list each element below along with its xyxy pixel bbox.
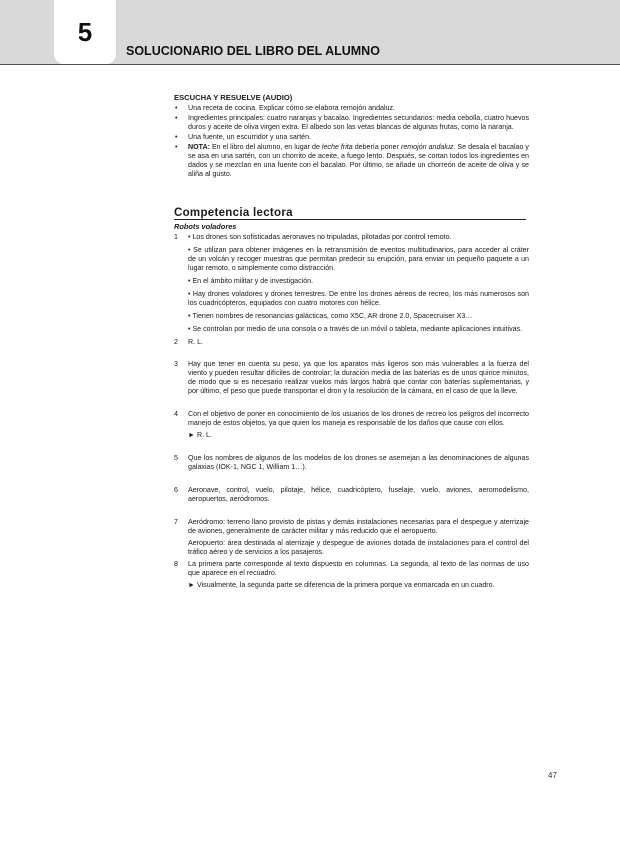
answer-text: • Hay drones voladores y drones terrestres. De entre los drones aéreos de recreo, los más numerosos son los cuadricópteros, equipados con cuatro motores con hélice. — [188, 290, 529, 307]
answer-number: 4 — [174, 410, 178, 418]
answer-text: Con el objetivo de poner en conocimiento de los usuarios de los drones de recreo los peligros del incorrecto manejo de estos objetos, ya que quien los maneja es responsable de los daños que cause con ellos. — [188, 410, 529, 427]
list-item: • Una receta de cocina. Explicar cómo se elabora remojón andaluz. — [174, 104, 529, 113]
answer-text: • En el ámbito militar y de investigación. — [188, 277, 314, 285]
answer-5 — [174, 454, 529, 472]
answer-text: • Tienen nombres de resonancias galácticas, como X5C, AR drone 2.0, Spacecruiser X3… — [188, 312, 473, 320]
answer-text: Aeródromo: terreno llano provisto de pistas y demás instalaciones necesarias para el despegue y aterrizaje de aviones, generalmente de carácter militar y más reducido que el aeropuerto. — [188, 518, 529, 535]
answer-2 — [174, 338, 529, 347]
answer-6 — [174, 486, 529, 504]
list-item: • Una fuente, un escurridor y una sartén. — [174, 133, 529, 142]
section-heading-escucha: ESCUCHA Y RESUELVE (AUDIO) — [174, 93, 293, 102]
nota-text: En el libro del alumno, en lugar de — [209, 143, 322, 151]
page-title: SOLUCIONARIO DEL LIBRO DEL ALUMNO — [126, 44, 380, 58]
answer-text: ► Visualmente, la segunda parte se diferencia de la primera porque va enmarcada en un cuadro. — [188, 581, 495, 589]
list-item: • Ingredientes principales: cuatro naranjas y bacalao. Ingredientes secundarios: media cebolla, cuatro huevos duros y aceite de oliva virgen extra. El albedo son las vetas blancas de algunas frutas, como la naranja. — [174, 114, 529, 132]
answer-text: • Se controlan por medio de una consola o a través de un móvil o tableta, mediante aplicaciones intuitivas. — [188, 325, 523, 333]
answer-text: La primera parte corresponde al texto dispuesto en columnas. La segunda, al texto de las normas de uso que aparece en el recuadro. — [188, 560, 529, 577]
section-heading-competencia: Competencia lectora — [174, 209, 526, 220]
chapter-number: 5 — [77, 16, 93, 47]
nota-text: . Se desala el bacalao y se asa en una sartén, con un chorrito de aceite, a fuego lento. Después, se cortan todos los ingredientes en dados y se mezclan en una fuente con el bacalao. Por último, se añade un chorreón de aceite de oliva y se aliña al gusto. — [188, 143, 529, 178]
answer-text: Aeropuerto: área destinada al aterrizaje y despegue de aviones dotada de instalaciones para el control del tráfico aéreo y de servicios a los pasajeros. — [188, 539, 529, 556]
nota-text: debería poner — [352, 143, 401, 151]
answer-number: 7 — [174, 518, 178, 526]
answer-4 — [174, 410, 529, 440]
answer-text: ► R. L. — [188, 431, 212, 439]
chapter-number-tab — [54, 0, 116, 64]
answer-text: Aeronave, control, vuelo, pilotaje, hélice, cuadricóptero, fuselaje, vuelo, aviones, aeromodelismo, aeropuertos, aeródromos. — [188, 486, 529, 503]
answer-1 — [174, 233, 529, 334]
page-number: 47 — [548, 771, 557, 780]
answer-text: • Los drones son sofisticadas aeronaves no tripuladas, pilotadas por control remoto. — [188, 233, 452, 241]
answer-7 — [174, 518, 529, 557]
answer-number: 3 — [174, 360, 178, 368]
answer-number: 8 — [174, 560, 178, 568]
nota-item — [174, 143, 529, 179]
answer-3 — [174, 360, 529, 396]
page-content — [174, 93, 529, 593]
nota-emphasis: leche frita — [321, 143, 353, 151]
escucha-list — [174, 104, 529, 179]
answer-text: R. L. — [188, 338, 203, 346]
nota-emphasis: remojón andaluz — [400, 143, 454, 151]
answer-text: Que los nombres de algunos de los modelos de los drones se asemejan a las denominaciones de algunas galaxias (IOK-1, NGC 1, William 1…). — [188, 454, 529, 471]
answer-number: 5 — [174, 454, 178, 462]
section-subtitle: Robots voladores — [174, 222, 237, 231]
answer-text: • Se utilizan para obtener imágenes en la retransmisión de eventos multitudinarios, para acceder al cráter de un volcán y recoger muestras que permitan predecir su erupción, para enviar un pequeño paquete a un lugar remoto, o simplemente como distracción. — [188, 246, 529, 272]
nota-label: NOTA: — [188, 143, 210, 151]
answer-8 — [174, 560, 529, 590]
answer-number: 6 — [174, 486, 178, 494]
answer-number: 1 — [174, 233, 178, 241]
answer-number: 2 — [174, 338, 178, 346]
answer-text: Hay que tener en cuenta su peso, ya que los aparatos más ligeros son más vulnerables a la fuerza del viento y pueden resultar difíciles de controlar; la duración media de las baterías es de unos quince minutos, de modo que si es necesario realizar vuelos más largos habrá que contar con baterías suplementarias, y por último, el peso que puede transportar el dron y la resolución de la cámara, en el caso de que la lleve. — [188, 360, 529, 395]
